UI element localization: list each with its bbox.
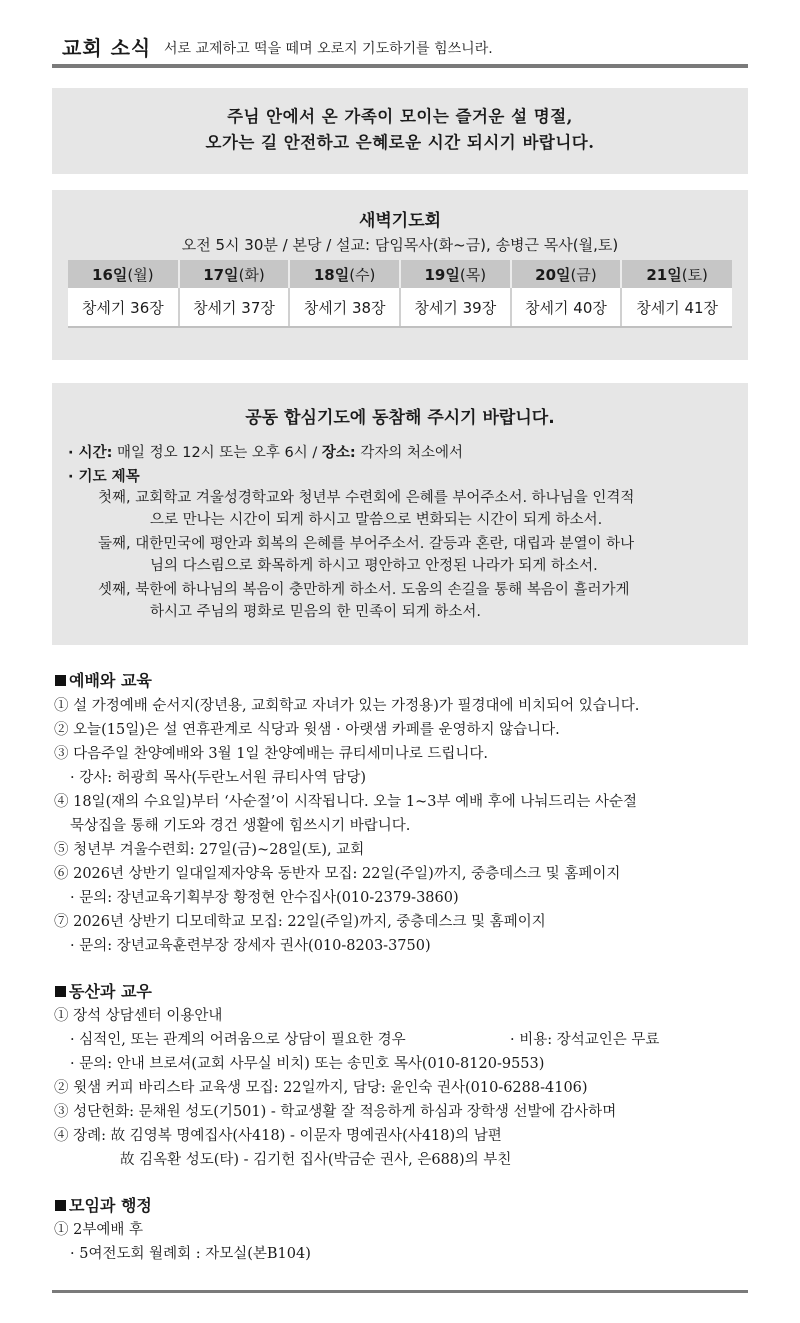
prayer-time-line: · 시간: 매일 정오 12시 또는 오후 6시 / 장소: 각자의 처소에서 [68,445,463,461]
notice-line: ② 오늘(15일)은 설 연휴관계로 식당과 윗샘 · 아랫샘 카페를 운영하지 않습니다. [54,722,560,738]
schedule-reading: 창세기 37장 [179,288,290,327]
schedule-reading: 창세기 38장 [289,288,400,327]
header-verse: 서로 교제하고 떡을 떼며 오로지 기도하기를 힘쓰니라. [164,41,493,57]
schedule-date: 18일(수) [289,260,400,288]
notice-line: · 문의: 장년교육기획부장 황정현 안수집사(010-2379-3860) [70,890,459,906]
bottom-divider [52,1290,748,1293]
notice-line: · 문의: 안내 브로셔(교회 사무실 비치) 또는 송민호 목사(010-8120-9553) [70,1056,545,1072]
square-bullet-icon [55,986,66,997]
schedule-reading: 창세기 39장 [400,288,511,327]
dawn-prayer-box [52,190,748,360]
schedule-reading: 창세기 36장 [68,288,179,327]
header [52,30,752,62]
schedule-header-row [68,260,732,288]
notice-line: · 5여전도회 월례회 : 자모실(본B104) [70,1246,311,1262]
notice-line: ④ 장례: 故 김영복 명예집사(사418) - 이문자 명예권사(사418)의 남편 [54,1128,502,1144]
worship-heading: 예배와 교육 [55,668,152,691]
square-bullet-icon [55,1200,66,1211]
schedule-reading: 창세기 41장 [621,288,732,327]
notice-line: ③ 다음주일 찬양예배와 3월 1일 찬양예배는 큐티세미나로 드립니다. [54,746,489,762]
schedule-date: 20일(금) [511,260,622,288]
joint-prayer-title: 공동 합심기도에 동참해 주시기 바랍니다. [245,408,555,428]
dawn-prayer-subtitle: 오전 5시 30분 / 본당 / 설교: 담임목사(화~금), 송병근 목사(월,토) [181,236,619,254]
schedule-reading-row [68,288,732,327]
notice-line: ① 설 가정예배 순서지(장년용, 교회학교 자녀가 있는 가정용)가 필경대에 비치되어 있습니다. [54,698,640,714]
notice-line: ① 2부예배 후 [54,1222,143,1238]
schedule-date: 19일(목) [400,260,511,288]
notice-line: ② 윗샘 커피 바리스타 교육생 모집: 22일까지, 담당: 윤인숙 권사(010-6288-4106) [54,1080,588,1096]
notice-line: · 비용: 장석교인은 무료 [510,1032,660,1048]
notice-line: ⑤ 청년부 겨울수련회: 27일(금)~28일(토), 교회 [54,842,365,858]
prayer-topics-label: · 기도 제목 [68,469,140,485]
greeting-line-2: 오가는 길 안전하고 은혜로운 시간 되시기 바랍니다. [205,133,595,152]
notice-line: 故 김옥환 성도(타) - 김기헌 집사(박금순 권사, 은688)의 부친 [120,1152,512,1168]
notice-line: · 심적인, 또는 관계의 어려움으로 상담이 필요한 경우 [70,1032,406,1048]
square-bullet-icon [55,675,66,686]
schedule-reading: 창세기 40장 [511,288,622,327]
section-title: 교회 소식 [62,36,152,60]
top-divider [52,64,748,68]
notice-line: · 강사: 허광희 목사(두란노서원 큐티사역 담당) [70,770,366,786]
schedule-date: 16일(월) [68,260,179,288]
notice-line: ⑥ 2026년 상반기 일대일제자양육 동반자 모집: 22일(주일)까지, 중층데스크 및 홈페이지 [54,866,621,882]
schedule-date: 21일(토) [621,260,732,288]
notice-line: ① 장석 상담센터 이용안내 [54,1008,223,1024]
schedule-date: 17일(화) [179,260,290,288]
fellowship-heading: 동산과 교우 [55,979,152,1002]
notice-line: ⑦ 2026년 상반기 디모데학교 모집: 22일(주일)까지, 중층데스크 및 홈페이지 [54,914,546,930]
meetings-heading: 모임과 행정 [55,1193,152,1216]
notice-line: ④ 18일(재의 수요일)부터 ‘사순절’이 시작됩니다. 오늘 1~3부 예배 후에 나눠드리는 사순절 [54,794,638,810]
prayer-item: 첫째, 교회학교 겨울성경학교와 청년부 수련회에 은혜를 부어주소서. 하나님을 인격적 으로 만나는 시간이 되게 하시고 말씀으로 변화되는 시간이 되게 하소서. [98,490,635,528]
notice-line: ③ 성단헌화: 문채원 성도(기501) - 학교생활 잘 적응하게 하심과 장학생 선발에 감사하며 [54,1104,617,1120]
prayer-item: 셋째, 북한에 하나님의 복음이 충만하게 하소서. 도움의 손길을 통해 복음이 흘러가게 하시고 주님의 평화로 믿음의 한 민족이 되게 하소서. [98,582,630,620]
notice-line: 묵상집을 통해 기도와 경건 생활에 힘쓰시기 바랍니다. [70,818,411,834]
greeting-line-1: 주님 안에서 온 가족이 모이는 즐거운 설 명절, [227,107,573,126]
prayer-item: 둘째, 대한민국에 평안과 회복의 은혜를 부어주소서. 갈등과 혼란, 대립과 분열이 하나 님의 다스림으로 화목하게 하시고 평안하고 안정된 나라가 되게 하소서. [98,536,635,574]
dawn-prayer-schedule [68,260,732,328]
joint-prayer-box [52,383,748,645]
greeting-box [52,88,748,174]
dawn-prayer-title: 새벽기도회 [358,211,442,231]
notice-line: · 문의: 장년교육훈련부장 장세자 권사(010-8203-3750) [70,938,431,954]
